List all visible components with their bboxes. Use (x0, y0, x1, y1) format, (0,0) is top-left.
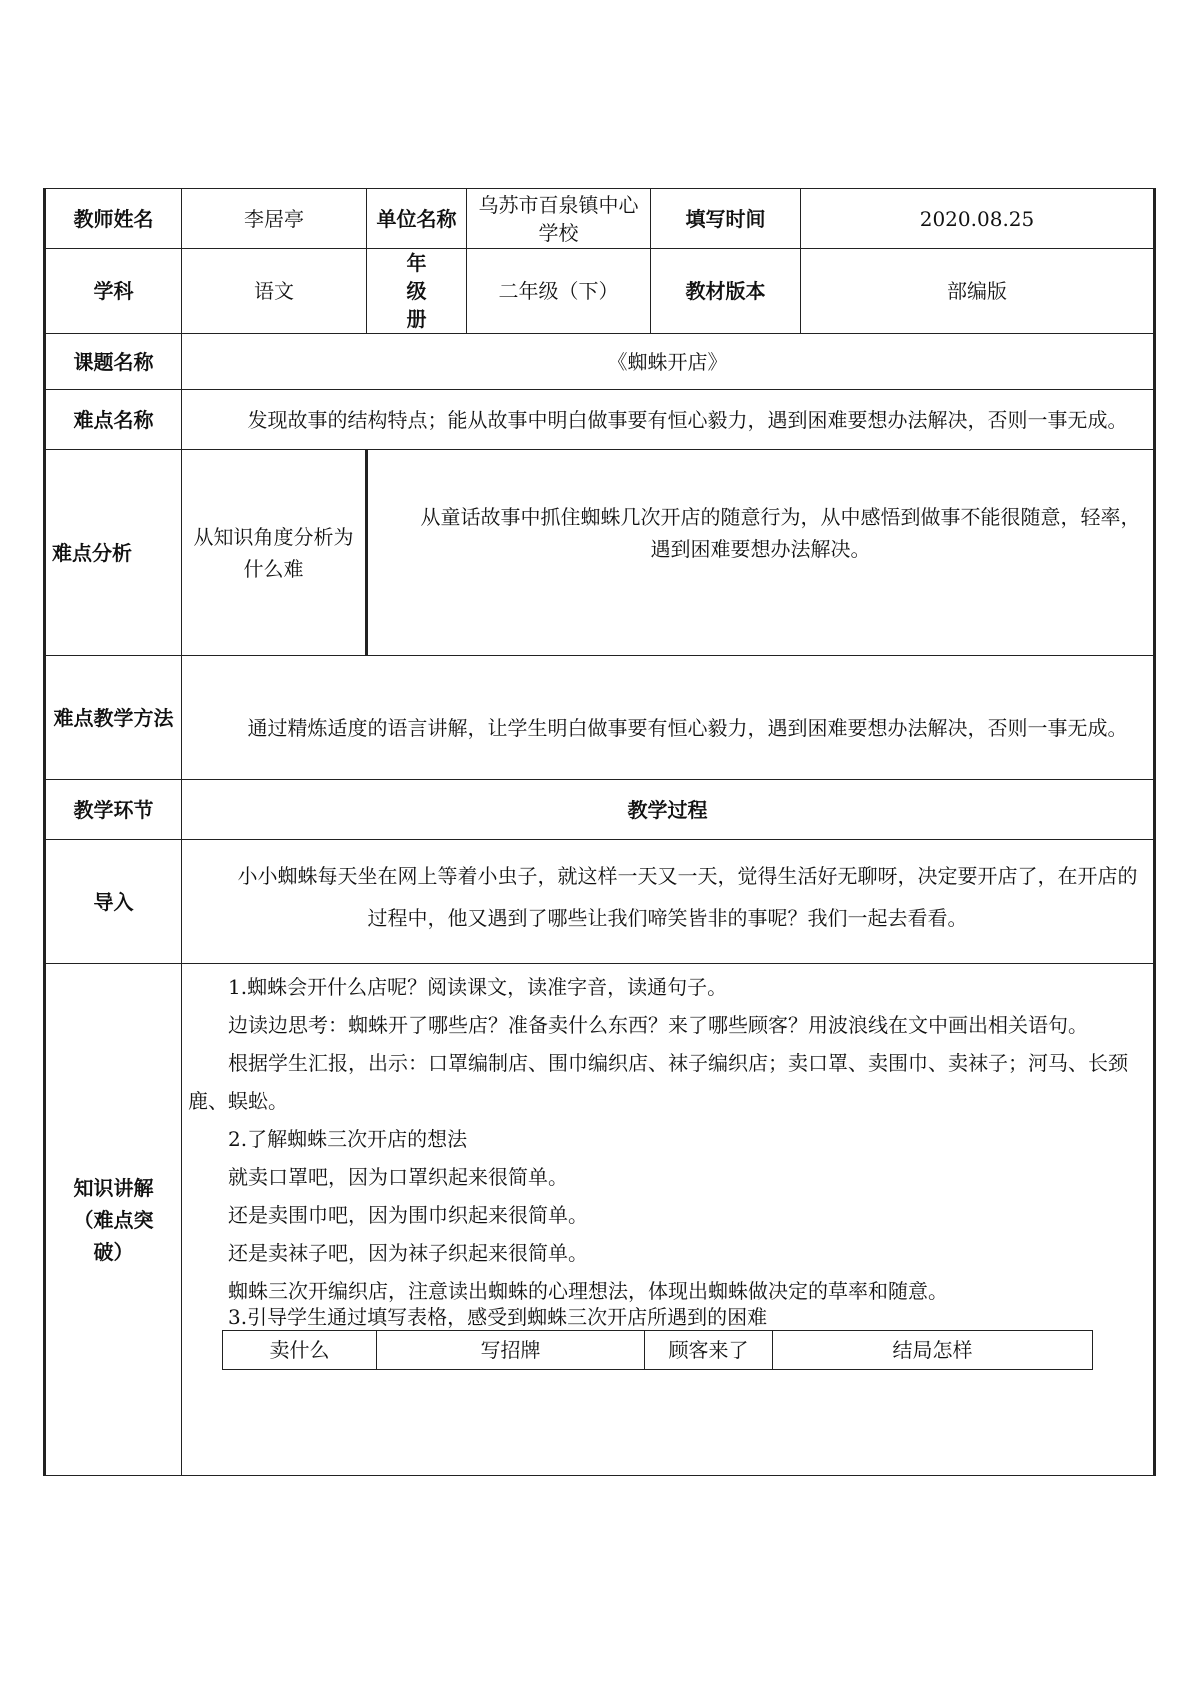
fill-time-value: 2020.08.25 (801, 189, 1155, 249)
intro-value: 小小蜘蛛每天坐在网上等着小虫子，就这样一天又一天，觉得生活好无聊呀，决定要开店了，在开店的过程中，他又遇到了哪些让我们啼笑皆非的事呢？我们一起去看看。 (182, 840, 1155, 964)
difficulty-row (45, 390, 1155, 450)
intro-label: 导入 (45, 840, 182, 964)
analysis-sublabel: 从知识角度分析为什么难 (182, 450, 367, 656)
knowledge-paragraph-3: 根据学生汇报，出示：口罩编制店、围巾编织店、袜子编织店；卖口罩、卖围巾、卖袜子；河马、长颈鹿、蜈蚣。 (188, 1051, 1128, 1113)
knowledge-row (45, 964, 1155, 1476)
grade-label: 年级册 (367, 249, 467, 334)
knowledge-paragraph-2: 边读边思考：蜘蛛开了哪些店？准备卖什么东西？来了哪些顾客？用波浪线在文中画出相关语句。 (228, 1013, 1088, 1037)
store-fill-table (222, 1330, 1093, 1370)
knowledge-paragraph-4: 2.了解蜘蛛三次开店的想法 (228, 1127, 468, 1151)
knowledge-paragraph-8: 蜘蛛三次开编织店，注意读出蜘蛛的心理想法，体现出蜘蛛做决定的草率和随意。 (228, 1279, 948, 1303)
method-row (45, 656, 1155, 780)
subject-value: 语文 (182, 249, 367, 334)
store-table-header-sell: 卖什么 (223, 1331, 377, 1370)
knowledge-paragraph-9: 3.引导学生通过填写表格，感受到蜘蛛三次开店所遇到的困难 (228, 1305, 768, 1329)
process-section-label: 教学环节 (45, 780, 182, 840)
knowledge-content (182, 964, 1155, 1476)
textbook-label: 教材版本 (651, 249, 801, 334)
intro-row (45, 840, 1155, 964)
difficulty-value: 发现故事的结构特点；能从故事中明白做事要有恒心毅力，遇到困难要想办法解决，否则一事无成。 (182, 390, 1155, 450)
fill-time-label: 填写时间 (651, 189, 801, 249)
topic-row (45, 334, 1155, 390)
analysis-value: 从童话故事中抓住蜘蛛几次开店的随意行为，从中感悟到做事不能很随意，轻率，遇到困难要想办法解决。 (367, 450, 1155, 656)
knowledge-paragraph-6: 还是卖围巾吧，因为围巾织起来很简单。 (228, 1203, 588, 1227)
method-value: 通过精炼适度的语言讲解，让学生明白做事要有恒心毅力，遇到困难要想办法解决，否则一事无成。 (182, 656, 1155, 780)
process-header-value: 教学过程 (182, 780, 1155, 840)
header-row-2 (45, 249, 1155, 334)
teacher-name-value: 李居亭 (182, 189, 367, 249)
store-table-header-customer: 顾客来了 (645, 1331, 773, 1370)
subject-label: 学科 (45, 249, 182, 334)
knowledge-paragraph-7: 还是卖袜子吧，因为袜子织起来很简单。 (228, 1241, 588, 1265)
topic-value: 《蜘蛛开店》 (182, 334, 1155, 390)
teacher-name-label: 教师姓名 (45, 189, 182, 249)
textbook-value: 部编版 (801, 249, 1155, 334)
grade-value: 二年级（下） (467, 249, 651, 334)
difficulty-label: 难点名称 (45, 390, 182, 450)
knowledge-label: 知识讲解（难点突破） (45, 964, 182, 1476)
method-label: 难点教学方法 (45, 656, 182, 780)
header-row-1 (45, 189, 1155, 249)
unit-name-value: 乌苏市百泉镇中心学校 (467, 189, 651, 249)
topic-label: 课题名称 (45, 334, 182, 390)
store-table-header-sign: 写招牌 (377, 1331, 645, 1370)
lesson-plan-table (43, 188, 1156, 1476)
knowledge-paragraph-1: 1.蜘蛛会开什么店呢？阅读课文，读准字音，读通句子。 (228, 975, 728, 999)
analysis-row (45, 450, 1155, 656)
knowledge-paragraph-5: 就卖口罩吧，因为口罩织起来很简单。 (228, 1165, 568, 1189)
analysis-label: 难点分析 (45, 450, 182, 656)
store-table-header-outcome: 结局怎样 (773, 1331, 1093, 1370)
process-header-row (45, 780, 1155, 840)
knowledge-text (182, 964, 1153, 1330)
store-table-header-row (223, 1331, 1093, 1370)
unit-name-label: 单位名称 (367, 189, 467, 249)
